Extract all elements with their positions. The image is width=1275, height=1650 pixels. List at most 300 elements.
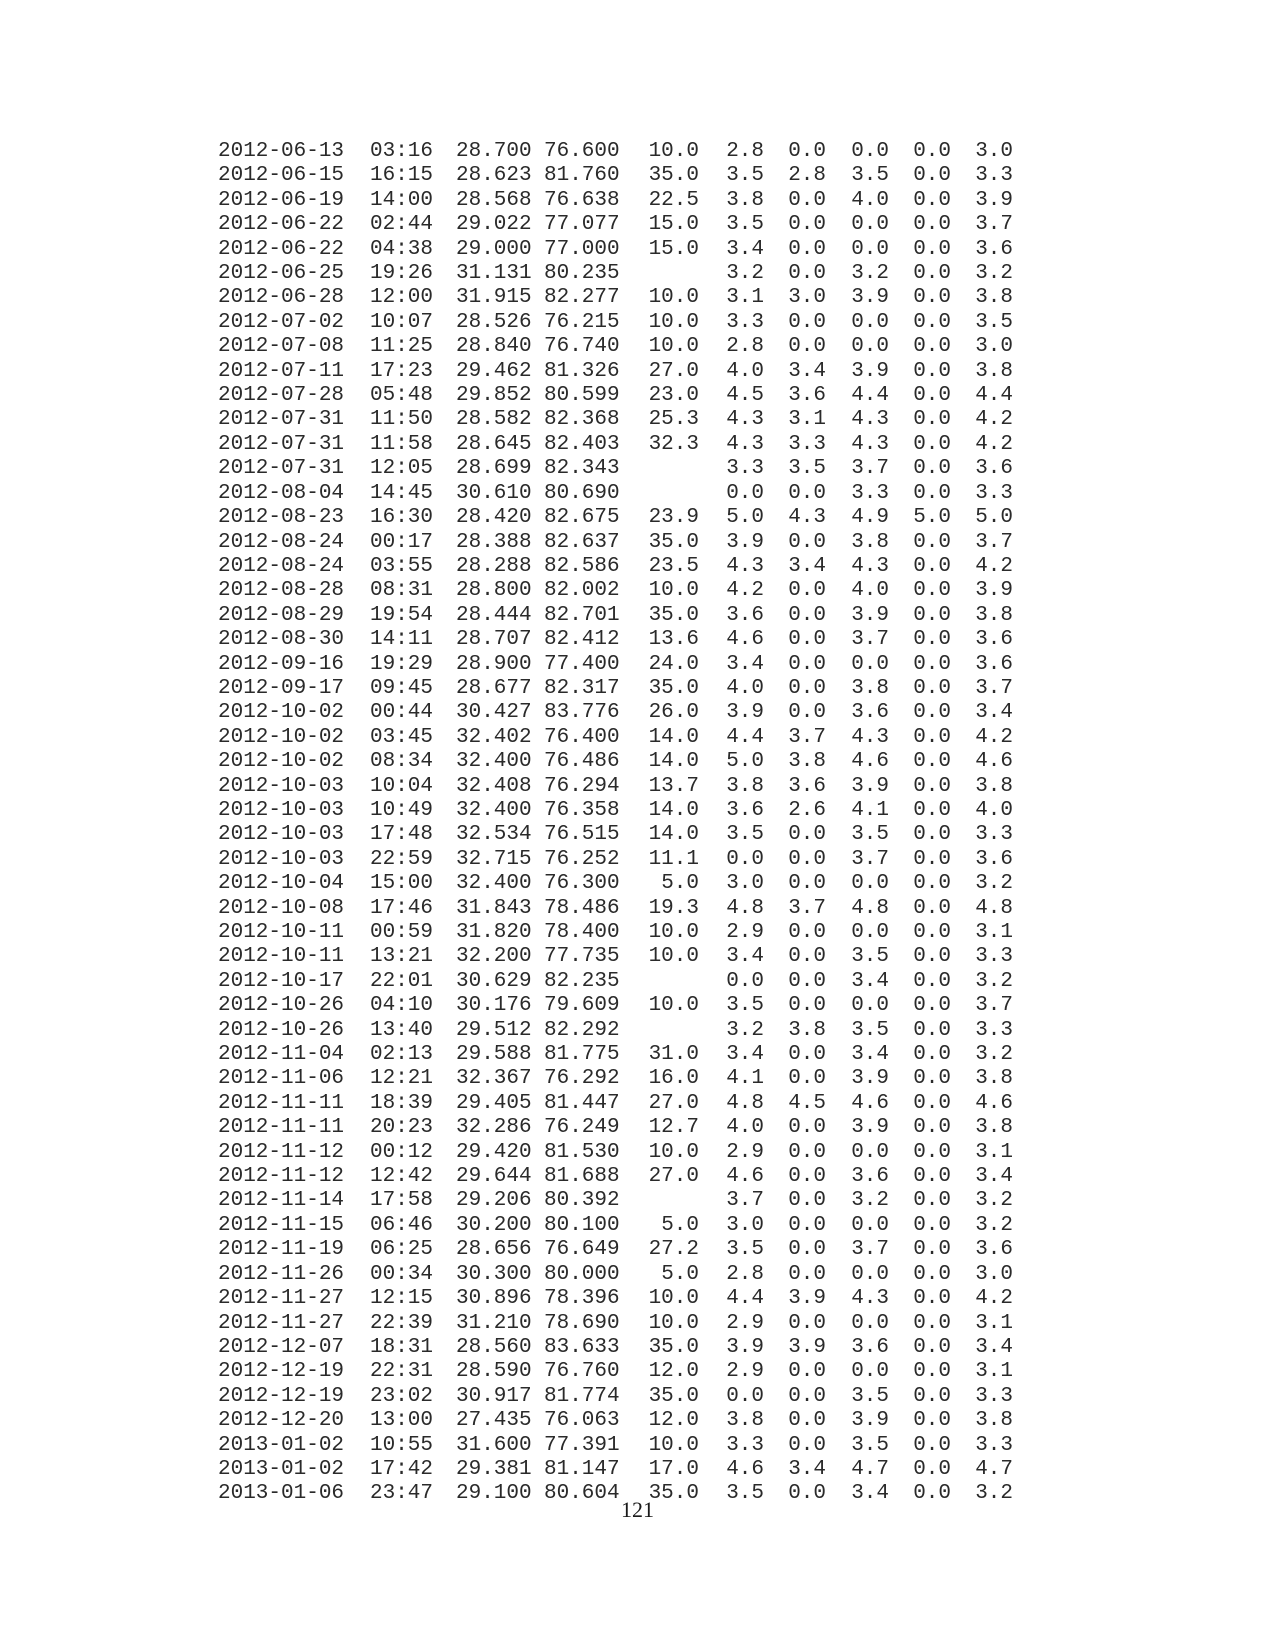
cell-col-7: 3.8 xyxy=(851,676,889,700)
cell-col-8: 0.0 xyxy=(913,1311,951,1335)
cell-col-8: 0.0 xyxy=(913,213,951,237)
cell-time: 11:58 xyxy=(370,432,434,456)
cell-longitude: 82.235 xyxy=(544,969,620,993)
cell-col-6: 0.0 xyxy=(788,188,826,212)
cell-time: 17:42 xyxy=(370,1457,434,1481)
cell-col-6: 0.0 xyxy=(788,1238,826,1262)
cell-col-6: 3.8 xyxy=(788,750,826,774)
cell-latitude: 29.512 xyxy=(456,1018,532,1042)
cell-depth: 14.0 xyxy=(648,725,699,749)
cell-date: 2012-10-02 xyxy=(218,750,345,774)
cell-col-7: 4.3 xyxy=(851,1287,889,1311)
cell-time: 19:29 xyxy=(370,652,434,676)
cell-col-6: 0.0 xyxy=(788,1360,826,1384)
table-row xyxy=(218,1263,1013,1287)
cell-col-8: 0.0 xyxy=(913,286,951,310)
cell-longitude: 82.292 xyxy=(544,1018,620,1042)
cell-col-9: 4.6 xyxy=(975,750,1013,774)
cell-col-7: 0.0 xyxy=(851,921,889,944)
cell-latitude: 28.840 xyxy=(456,335,532,359)
cell-col-7: 4.3 xyxy=(851,725,889,749)
cell-time: 19:26 xyxy=(370,262,434,286)
cell-col-9: 3.6 xyxy=(975,237,1013,261)
cell-longitude: 76.515 xyxy=(544,823,620,847)
cell-col-5: 3.9 xyxy=(726,530,764,554)
cell-col-8: 0.0 xyxy=(913,725,951,749)
cell-col-5: 3.5 xyxy=(726,213,764,237)
cell-col-5: 3.2 xyxy=(726,1018,764,1042)
cell-depth: 10.0 xyxy=(648,945,699,969)
cell-time: 03:55 xyxy=(370,554,434,578)
cell-date: 2012-12-20 xyxy=(218,1409,345,1433)
cell-col-8: 0.0 xyxy=(913,1360,951,1384)
table-row xyxy=(218,750,1013,774)
cell-latitude: 28.590 xyxy=(456,1360,532,1384)
cell-col-5: 3.5 xyxy=(726,1482,764,1506)
cell-date: 2012-08-04 xyxy=(218,481,345,505)
cell-col-6: 0.0 xyxy=(788,1043,826,1067)
cell-time: 22:31 xyxy=(370,1360,434,1384)
cell-col-5: 3.0 xyxy=(726,1213,764,1237)
table-row xyxy=(218,164,1013,188)
cell-col-6: 0.0 xyxy=(788,1409,826,1433)
cell-col-6: 3.6 xyxy=(788,774,826,798)
cell-depth: 19.3 xyxy=(648,896,699,920)
cell-col-7: 3.7 xyxy=(851,1238,889,1262)
cell-col-5: 2.9 xyxy=(726,1140,764,1164)
table-row xyxy=(218,1287,1013,1311)
cell-col-5: 3.6 xyxy=(726,603,764,627)
cell-longitude: 76.760 xyxy=(544,1360,620,1384)
cell-col-8: 0.0 xyxy=(913,1140,951,1164)
cell-time: 22:01 xyxy=(370,969,434,993)
cell-col-8: 0.0 xyxy=(913,1384,951,1408)
cell-date: 2012-10-11 xyxy=(218,945,345,969)
cell-col-7: 0.0 xyxy=(851,213,889,237)
cell-time: 18:31 xyxy=(370,1335,434,1359)
cell-date: 2012-07-31 xyxy=(218,432,345,456)
cell-time: 18:39 xyxy=(370,1091,434,1115)
cell-depth: 10.0 xyxy=(648,140,699,163)
cell-latitude: 28.645 xyxy=(456,432,532,456)
cell-depth: 35.0 xyxy=(648,1335,699,1359)
table-row xyxy=(218,506,1013,530)
cell-col-5: 4.0 xyxy=(726,676,764,700)
cell-col-9: 3.6 xyxy=(975,652,1013,676)
cell-date: 2012-07-31 xyxy=(218,457,345,481)
cell-col-5: 4.0 xyxy=(726,359,764,383)
cell-col-6: 0.0 xyxy=(788,847,826,871)
cell-time: 04:10 xyxy=(370,994,434,1018)
cell-col-9: 3.0 xyxy=(975,335,1013,359)
cell-col-7: 4.3 xyxy=(851,408,889,432)
cell-col-7: 3.9 xyxy=(851,774,889,798)
cell-col-7: 3.4 xyxy=(851,1043,889,1067)
cell-depth: 23.9 xyxy=(648,506,699,530)
table-row xyxy=(218,1409,1013,1433)
table-row xyxy=(218,482,1013,506)
cell-col-9: 3.2 xyxy=(975,969,1013,993)
cell-col-9: 3.2 xyxy=(975,262,1013,286)
table-row xyxy=(218,970,1013,994)
cell-col-5: 4.4 xyxy=(726,725,764,749)
cell-col-8: 0.0 xyxy=(913,188,951,212)
cell-latitude: 27.435 xyxy=(456,1409,532,1433)
cell-time: 10:07 xyxy=(370,310,434,334)
cell-col-8: 0.0 xyxy=(913,310,951,334)
cell-date: 2012-09-16 xyxy=(218,652,345,676)
cell-time: 14:11 xyxy=(370,628,434,652)
cell-col-6: 3.1 xyxy=(788,408,826,432)
cell-col-6: 3.8 xyxy=(788,1018,826,1042)
cell-time: 12:15 xyxy=(370,1287,434,1311)
cell-date: 2013-01-02 xyxy=(218,1433,345,1457)
cell-col-7: 0.0 xyxy=(851,1262,889,1286)
cell-latitude: 31.843 xyxy=(456,896,532,920)
cell-col-6: 0.0 xyxy=(788,213,826,237)
table-row xyxy=(218,1165,1013,1189)
cell-date: 2012-10-02 xyxy=(218,701,345,725)
cell-col-5: 4.3 xyxy=(726,554,764,578)
cell-date: 2012-10-17 xyxy=(218,969,345,993)
cell-date: 2012-11-12 xyxy=(218,1165,345,1189)
table-row xyxy=(218,604,1013,628)
cell-longitude: 78.690 xyxy=(544,1311,620,1335)
cell-longitude: 80.604 xyxy=(544,1482,620,1506)
cell-col-6: 0.0 xyxy=(788,823,826,847)
cell-latitude: 31.600 xyxy=(456,1433,532,1457)
cell-col-5: 4.5 xyxy=(726,384,764,408)
table-row xyxy=(218,872,1013,896)
cell-col-6: 3.6 xyxy=(788,384,826,408)
cell-col-9: 4.0 xyxy=(975,798,1013,822)
cell-date: 2012-07-02 xyxy=(218,310,345,334)
cell-col-5: 3.4 xyxy=(726,945,764,969)
cell-col-9: 3.1 xyxy=(975,921,1013,944)
table-row xyxy=(218,994,1013,1018)
cell-col-5: 0.0 xyxy=(726,481,764,505)
table-row xyxy=(218,945,1013,969)
cell-time: 00:44 xyxy=(370,701,434,725)
cell-latitude: 28.700 xyxy=(456,140,532,163)
cell-latitude: 29.381 xyxy=(456,1457,532,1481)
cell-col-6: 0.0 xyxy=(788,1140,826,1164)
cell-col-6: 0.0 xyxy=(788,481,826,505)
cell-longitude: 82.317 xyxy=(544,676,620,700)
cell-time: 13:00 xyxy=(370,1409,434,1433)
cell-col-6: 3.4 xyxy=(788,359,826,383)
cell-col-5: 3.5 xyxy=(726,164,764,188)
cell-col-6: 3.3 xyxy=(788,432,826,456)
cell-time: 17:23 xyxy=(370,359,434,383)
cell-col-7: 4.4 xyxy=(851,384,889,408)
cell-longitude: 81.147 xyxy=(544,1457,620,1481)
cell-col-8: 0.0 xyxy=(913,823,951,847)
cell-col-5: 4.4 xyxy=(726,1287,764,1311)
cell-date: 2012-06-19 xyxy=(218,188,345,212)
cell-longitude: 77.077 xyxy=(544,213,620,237)
cell-col-9: 3.0 xyxy=(975,140,1013,163)
cell-latitude: 32.367 xyxy=(456,1067,532,1091)
cell-col-7: 3.9 xyxy=(851,286,889,310)
cell-time: 00:34 xyxy=(370,1262,434,1286)
table-row xyxy=(218,579,1013,603)
cell-col-6: 0.0 xyxy=(788,1067,826,1091)
cell-col-8: 0.0 xyxy=(913,872,951,896)
cell-time: 19:54 xyxy=(370,603,434,627)
cell-latitude: 32.286 xyxy=(456,1116,532,1140)
cell-col-5: 2.9 xyxy=(726,921,764,944)
cell-col-5: 4.0 xyxy=(726,1116,764,1140)
cell-col-8: 0.0 xyxy=(913,969,951,993)
table-row xyxy=(218,1067,1013,1091)
cell-col-8: 0.0 xyxy=(913,921,951,944)
cell-col-7: 3.9 xyxy=(851,1409,889,1433)
cell-latitude: 28.623 xyxy=(456,164,532,188)
cell-time: 08:34 xyxy=(370,750,434,774)
cell-longitude: 82.637 xyxy=(544,530,620,554)
cell-time: 03:45 xyxy=(370,725,434,749)
cell-col-7: 3.7 xyxy=(851,628,889,652)
cell-depth: 14.0 xyxy=(648,823,699,847)
cell-latitude: 28.800 xyxy=(456,579,532,603)
cell-depth: 35.0 xyxy=(648,530,699,554)
cell-latitude: 31.210 xyxy=(456,1311,532,1335)
cell-col-6: 0.0 xyxy=(788,652,826,676)
cell-depth: 27.0 xyxy=(648,1091,699,1115)
cell-time: 00:12 xyxy=(370,1140,434,1164)
cell-time: 16:30 xyxy=(370,506,434,530)
cell-col-7: 0.0 xyxy=(851,310,889,334)
cell-depth: 15.0 xyxy=(648,237,699,261)
cell-longitude: 78.486 xyxy=(544,896,620,920)
table-row xyxy=(218,1141,1013,1165)
cell-col-7: 0.0 xyxy=(851,335,889,359)
cell-col-7: 0.0 xyxy=(851,994,889,1018)
cell-col-7: 4.3 xyxy=(851,554,889,578)
cell-col-5: 4.1 xyxy=(726,1067,764,1091)
cell-latitude: 32.400 xyxy=(456,750,532,774)
cell-col-7: 4.8 xyxy=(851,896,889,920)
table-row xyxy=(218,189,1013,213)
table-row xyxy=(218,213,1013,237)
cell-col-6: 0.0 xyxy=(788,579,826,603)
cell-col-5: 3.5 xyxy=(726,823,764,847)
cell-depth xyxy=(634,262,699,286)
cell-col-6: 0.0 xyxy=(788,1433,826,1457)
cell-time: 17:46 xyxy=(370,896,434,920)
cell-longitude: 76.358 xyxy=(544,798,620,822)
cell-longitude: 81.326 xyxy=(544,359,620,383)
cell-latitude: 30.896 xyxy=(456,1287,532,1311)
cell-depth: 10.0 xyxy=(648,1311,699,1335)
cell-col-5: 0.0 xyxy=(726,1384,764,1408)
cell-col-7: 4.3 xyxy=(851,432,889,456)
cell-date: 2012-11-11 xyxy=(218,1116,345,1140)
cell-latitude: 32.400 xyxy=(456,872,532,896)
cell-longitude: 82.368 xyxy=(544,408,620,432)
cell-longitude: 76.063 xyxy=(544,1409,620,1433)
cell-longitude: 82.586 xyxy=(544,554,620,578)
cell-col-7: 3.3 xyxy=(851,481,889,505)
cell-col-8: 0.0 xyxy=(913,1409,951,1433)
cell-col-7: 3.6 xyxy=(851,701,889,725)
cell-longitude: 81.774 xyxy=(544,1384,620,1408)
cell-col-5: 0.0 xyxy=(726,847,764,871)
cell-longitude: 76.215 xyxy=(544,310,620,334)
cell-longitude: 82.412 xyxy=(544,628,620,652)
cell-latitude: 29.000 xyxy=(456,237,532,261)
cell-longitude: 80.235 xyxy=(544,262,620,286)
cell-col-5: 3.0 xyxy=(726,872,764,896)
cell-col-9: 3.6 xyxy=(975,628,1013,652)
cell-col-8: 0.0 xyxy=(913,1335,951,1359)
cell-col-7: 4.6 xyxy=(851,1091,889,1115)
cell-date: 2012-08-29 xyxy=(218,603,345,627)
cell-date: 2012-11-04 xyxy=(218,1043,345,1067)
cell-time: 06:46 xyxy=(370,1213,434,1237)
cell-col-5: 4.2 xyxy=(726,579,764,603)
cell-col-9: 3.4 xyxy=(975,1165,1013,1189)
cell-longitude: 81.447 xyxy=(544,1091,620,1115)
cell-latitude: 32.715 xyxy=(456,847,532,871)
cell-col-9: 3.8 xyxy=(975,286,1013,310)
table-row xyxy=(218,1312,1013,1336)
cell-longitude: 83.633 xyxy=(544,1335,620,1359)
cell-col-8: 0.0 xyxy=(913,652,951,676)
cell-col-8: 0.0 xyxy=(913,628,951,652)
table-row xyxy=(218,408,1013,432)
cell-col-9: 3.2 xyxy=(975,1482,1013,1506)
table-row xyxy=(218,1214,1013,1238)
cell-col-7: 3.9 xyxy=(851,1116,889,1140)
cell-latitude: 28.656 xyxy=(456,1238,532,1262)
cell-time: 04:38 xyxy=(370,237,434,261)
cell-longitude: 76.294 xyxy=(544,774,620,798)
cell-col-6: 4.5 xyxy=(788,1091,826,1115)
cell-col-6: 0.0 xyxy=(788,1262,826,1286)
cell-col-8: 0.0 xyxy=(913,554,951,578)
cell-date: 2012-07-11 xyxy=(218,359,345,383)
cell-longitude: 82.403 xyxy=(544,432,620,456)
table-row xyxy=(218,653,1013,677)
cell-date: 2012-08-24 xyxy=(218,530,345,554)
cell-latitude: 30.610 xyxy=(456,481,532,505)
cell-col-7: 0.0 xyxy=(851,1140,889,1164)
cell-col-5: 3.5 xyxy=(726,1238,764,1262)
cell-latitude: 32.402 xyxy=(456,725,532,749)
cell-col-8: 0.0 xyxy=(913,359,951,383)
cell-longitude: 76.292 xyxy=(544,1067,620,1091)
cell-longitude: 82.701 xyxy=(544,603,620,627)
cell-col-6: 3.7 xyxy=(788,896,826,920)
cell-date: 2012-10-11 xyxy=(218,921,345,944)
cell-latitude: 28.677 xyxy=(456,676,532,700)
cell-col-8: 0.0 xyxy=(913,847,951,871)
cell-time: 22:39 xyxy=(370,1311,434,1335)
cell-col-9: 3.7 xyxy=(975,213,1013,237)
cell-depth: 10.0 xyxy=(648,1287,699,1311)
cell-col-6: 0.0 xyxy=(788,969,826,993)
cell-time: 09:45 xyxy=(370,676,434,700)
cell-latitude: 29.206 xyxy=(456,1189,532,1213)
cell-col-8: 0.0 xyxy=(913,1116,951,1140)
cell-col-6: 0.0 xyxy=(788,262,826,286)
cell-date: 2012-11-15 xyxy=(218,1213,345,1237)
cell-date: 2012-06-15 xyxy=(218,164,345,188)
cell-col-7: 0.0 xyxy=(851,652,889,676)
earthquake-catalog-table xyxy=(218,140,1013,1507)
cell-time: 06:25 xyxy=(370,1238,434,1262)
cell-depth: 10.0 xyxy=(648,286,699,310)
cell-latitude: 28.288 xyxy=(456,554,532,578)
cell-col-6: 0.0 xyxy=(788,237,826,261)
cell-longitude: 82.277 xyxy=(544,286,620,310)
cell-depth xyxy=(634,1189,699,1213)
cell-col-9: 3.9 xyxy=(975,188,1013,212)
cell-date: 2012-11-26 xyxy=(218,1262,345,1286)
cell-latitude: 28.420 xyxy=(456,506,532,530)
cell-longitude: 79.609 xyxy=(544,994,620,1018)
table-row xyxy=(218,433,1013,457)
cell-col-7: 0.0 xyxy=(851,1360,889,1384)
cell-date: 2012-09-17 xyxy=(218,676,345,700)
cell-col-6: 3.7 xyxy=(788,725,826,749)
cell-col-6: 0.0 xyxy=(788,140,826,163)
cell-date: 2012-06-22 xyxy=(218,237,345,261)
cell-col-9: 3.8 xyxy=(975,359,1013,383)
cell-col-8: 0.0 xyxy=(913,1433,951,1457)
cell-col-6: 0.0 xyxy=(788,1384,826,1408)
cell-longitude: 80.599 xyxy=(544,384,620,408)
table-row xyxy=(218,555,1013,579)
cell-col-6: 0.0 xyxy=(788,1116,826,1140)
cell-date: 2012-11-12 xyxy=(218,1140,345,1164)
cell-latitude: 31.915 xyxy=(456,286,532,310)
cell-col-5: 4.6 xyxy=(726,628,764,652)
cell-date: 2012-12-19 xyxy=(218,1360,345,1384)
cell-col-7: 0.0 xyxy=(851,237,889,261)
cell-longitude: 83.776 xyxy=(544,701,620,725)
cell-date: 2013-01-02 xyxy=(218,1457,345,1481)
cell-time: 00:59 xyxy=(370,921,434,944)
cell-col-9: 4.2 xyxy=(975,432,1013,456)
cell-col-9: 4.2 xyxy=(975,1287,1013,1311)
cell-latitude: 29.644 xyxy=(456,1165,532,1189)
cell-latitude: 28.582 xyxy=(456,408,532,432)
cell-date: 2012-11-14 xyxy=(218,1189,345,1213)
table-row xyxy=(218,1385,1013,1409)
cell-col-8: 0.0 xyxy=(913,1287,951,1311)
cell-latitude: 32.534 xyxy=(456,823,532,847)
cell-col-9: 3.0 xyxy=(975,1262,1013,1286)
cell-col-7: 3.6 xyxy=(851,1335,889,1359)
cell-date: 2012-08-24 xyxy=(218,554,345,578)
cell-depth: 10.0 xyxy=(648,1140,699,1164)
cell-col-5: 2.9 xyxy=(726,1311,764,1335)
cell-col-8: 0.0 xyxy=(913,164,951,188)
cell-col-8: 0.0 xyxy=(913,1018,951,1042)
cell-col-7: 3.7 xyxy=(851,457,889,481)
cell-latitude: 28.388 xyxy=(456,530,532,554)
cell-col-7: 3.5 xyxy=(851,1433,889,1457)
cell-col-8: 0.0 xyxy=(913,1043,951,1067)
cell-col-9: 3.7 xyxy=(975,530,1013,554)
cell-longitude: 78.396 xyxy=(544,1287,620,1311)
cell-time: 12:21 xyxy=(370,1067,434,1091)
cell-time: 02:44 xyxy=(370,213,434,237)
cell-col-8: 0.0 xyxy=(913,798,951,822)
